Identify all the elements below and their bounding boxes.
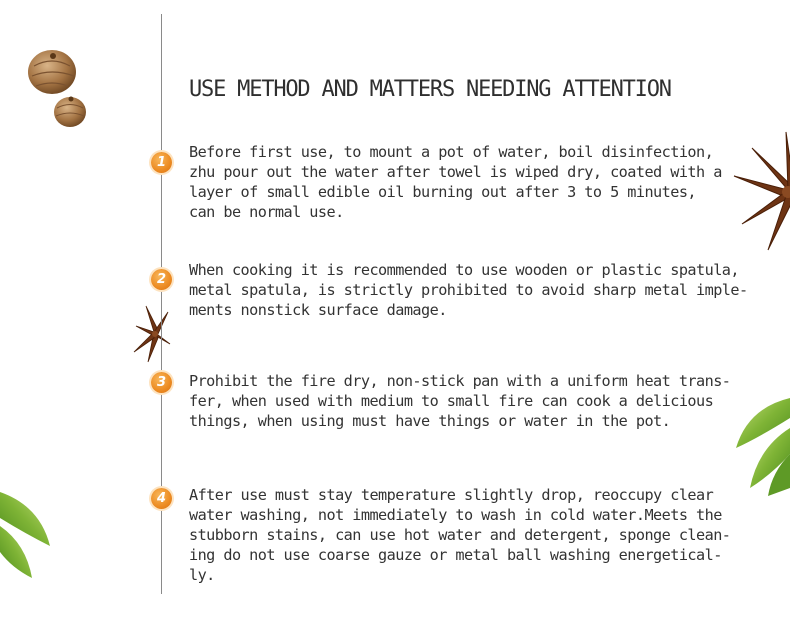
- step-4-line: After use must stay temperature slightly drop, reoccupy clear: [189, 486, 714, 504]
- step-4: [189, 485, 769, 585]
- step-3-badge: 3: [151, 372, 172, 393]
- step-3-line: fer, when used with medium to small fire can cook a delicious: [189, 392, 714, 410]
- step-3-line: things, when using must have things or water in the pot.: [189, 412, 671, 430]
- step-2-line: ments nonstick surface damage.: [189, 301, 447, 319]
- step-2: [189, 260, 769, 320]
- step-4-line: stubborn stains, can use hot water and detergent, sponge clean-: [189, 526, 731, 544]
- step-1-line: zhu pour out the water after towel is wiped dry, coated with a: [189, 163, 722, 181]
- step-2-line: metal spatula, is strictly prohibited to avoid sharp metal imple-: [189, 281, 748, 299]
- step-4-line: ly.: [189, 566, 215, 584]
- step-3: [189, 371, 769, 431]
- page-title: USE METHOD AND MATTERS NEEDING ATTENTION: [189, 76, 671, 102]
- coriander-seeds-icon: [22, 46, 94, 130]
- step-1-text: [189, 142, 769, 222]
- step-4-text: [189, 485, 769, 585]
- star-anise-small-icon: [132, 300, 172, 366]
- step-2-line: When cooking it is recommended to use wooden or plastic spatula,: [189, 261, 739, 279]
- step-1-line: layer of small edible oil burning out after 3 to 5 minutes,: [189, 183, 697, 201]
- step-1-line: can be normal use.: [189, 203, 344, 221]
- step-1: [189, 142, 769, 222]
- step-1-badge: 1: [151, 152, 172, 173]
- step-2-text: [189, 260, 769, 320]
- step-4-line: water washing, not immediately to wash in cold water.Meets the: [189, 506, 722, 524]
- step-3-line: Prohibit the fire dry, non-stick pan with a uniform heat trans-: [189, 372, 731, 390]
- step-1-line: Before first use, to mount a pot of water, boil disinfection,: [189, 143, 714, 161]
- step-2-badge: 2: [151, 269, 172, 290]
- step-4-line: ing do not use coarse gauze or metal ball washing energetical-: [189, 546, 722, 564]
- step-4-badge: 4: [151, 488, 172, 509]
- green-beans-left-icon: [0, 482, 52, 582]
- step-3-text: [189, 371, 769, 431]
